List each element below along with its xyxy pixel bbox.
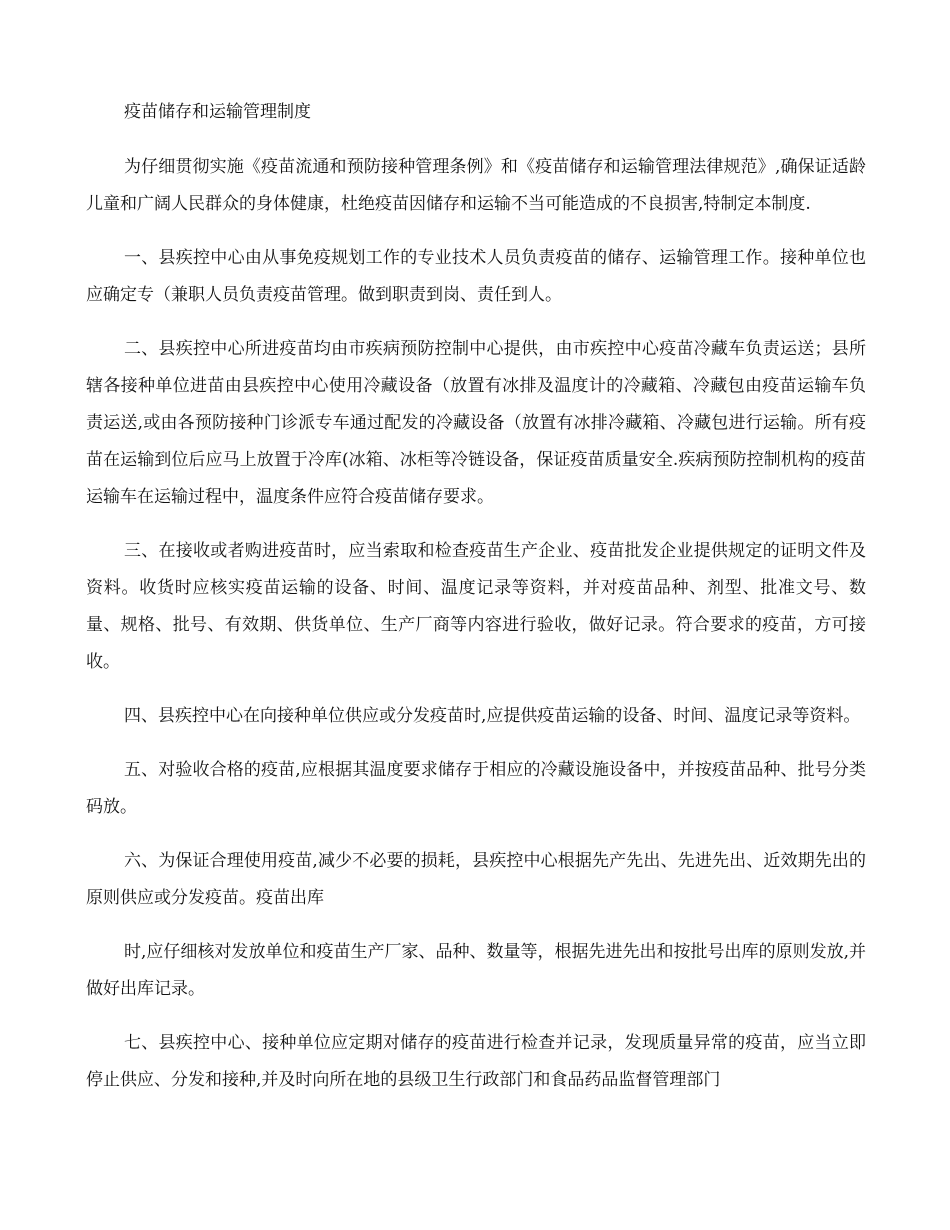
paragraph-2: 二、县疾控中心所进疫苗均由市疾病预防控制中心提供，由市疾控中心疫苗冷藏车负责运送；县所辖各接种单位进苗由县疾控中心使用冷藏设备（放置有冰排及温度计的冷藏箱、冷藏包由疫苗运输车负责运送,或由各预防接种门诊派专车通过配发的冷藏设备（放置有冰排冷藏箱、冷藏包进行运输。所有疫苗在运输到位后应马上放置于冷库(冰箱、冰柜等冷链设备，保证疫苗质量安全.疾病预防控制机构的疫苗运输车在运输过程中，温度条件应符合疫苗储存要求。: [86, 339, 866, 507]
paragraph-7: 七、县疾控中心、接种单位应定期对储存的疫苗进行检查并记录，发现质量异常的疫苗，应当立即停止供应、分发和接种,并及时向所在地的县级卫生行政部门和食品药品监督管理部门: [86, 1033, 866, 1090]
document-body: [86, 94, 866, 1116]
paragraph-5: 五、对验收合格的疫苗,应根据其温度要求储存于相应的冷藏设施设备中，并按疫苗品种、批号分类码放。: [86, 760, 866, 817]
document-title: 疫苗储存和运输管理制度: [124, 102, 311, 122]
paragraph-1: 一、县疾控中心由从事免疫规划工作的专业技术人员负责疫苗的储存、运输管理工作。接种单位也应确定专（兼职人员负责疫苗管理。做到职责到岗、责任到人。: [86, 248, 866, 305]
paragraph-intro: 为仔细贯彻实施《疫苗流通和预防接种管理条例》和《疫苗储存和运输管理法律规范》,确保证适龄儿童和广阔人民群众的身体健康，杜绝疫苗因储存和运输不当可能造成的不良损害,特制定本制度.: [86, 157, 866, 214]
paragraph-3: 三、在接收或者购进疫苗时，应当索取和检查疫苗生产企业、疫苗批发企业提供规定的证明文件及资料。收货时应核实疫苗运输的设备、时间、温度记录等资料，并对疫苗品种、剂型、批准文号、数量、规格、批号、有效期、供货单位、生产厂商等内容进行验收，做好记录。符合要求的疫苗，方可接收。: [86, 541, 866, 672]
paragraph-6: 六、为保证合理使用疫苗,减少不必要的损耗，县疾控中心根据先产先出、先进先出、近效期先出的原则供应或分发疫苗。疫苗出库: [86, 851, 866, 908]
paragraph-4: 四、县疾控中心在向接种单位供应或分发疫苗时,应提供疫苗运输的设备、时间、温度记录等资料。: [124, 706, 861, 726]
paragraph-6-continued: 时,应仔细核对发放单位和疫苗生产厂家、品种、数量等，根据先进先出和按批号出库的原则发放,并做好出库记录。: [86, 942, 866, 999]
